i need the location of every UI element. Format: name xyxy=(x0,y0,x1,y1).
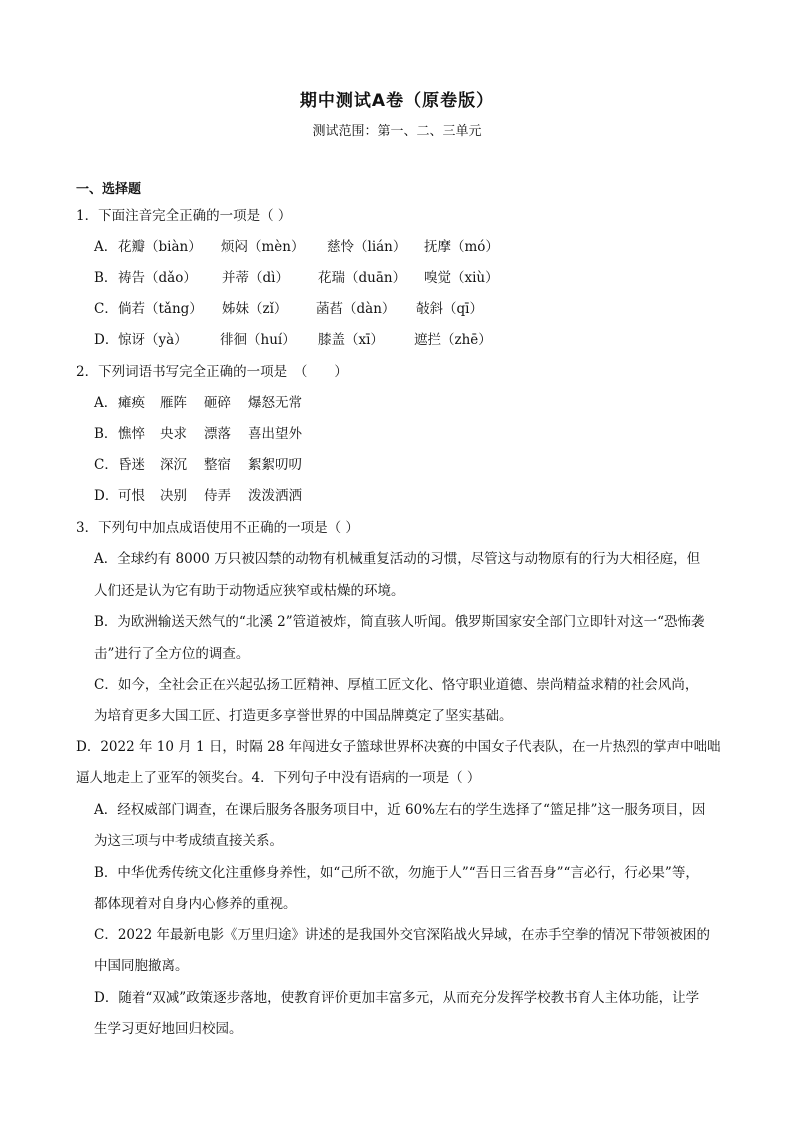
option-label: B． xyxy=(94,426,118,442)
option-item: 絮絮叨叨 xyxy=(248,457,302,473)
q4-option-d-line2: 生学习更好地回归校园。 xyxy=(94,1021,243,1037)
option-item: 漂落 xyxy=(204,426,231,442)
option-item: 深沉 xyxy=(160,457,187,473)
option-item: 整宿 xyxy=(204,457,231,473)
option-label: A． xyxy=(94,239,118,255)
option-item: 决别 xyxy=(160,488,187,504)
question-3-stem: 3．下列句中加点成语使用不正确的一项是（ ） xyxy=(76,520,359,536)
option-item: 可恨 xyxy=(118,488,145,504)
q2-option-d xyxy=(94,487,714,505)
q2-option-b xyxy=(94,425,714,443)
q4-option-c-line1: C．2022 年最新电影《万里归途》讲述的是我国外交官深陷战火异域，在赤手空拳的情况下带领被困的 xyxy=(94,927,710,943)
q4-option-a-line1: A．经权威部门调查，在课后服务各服务项目中，近 60%左右的学生选择了“篮足排”这一服务项目，因 xyxy=(94,802,706,818)
q3-option-d-line2 xyxy=(76,769,480,787)
q1-option-c xyxy=(94,300,714,318)
option-label: D． xyxy=(94,332,119,348)
q2-option-a xyxy=(94,394,714,412)
option-item: 慈怜（lián） xyxy=(327,239,407,255)
q1-option-a xyxy=(94,238,714,256)
q4-option-b-line1: B．中华优秀传统文化注重修身养性，如“己所不欲，勿施于人”“吾日三省吾身”“言必行，行必果”等， xyxy=(94,865,699,881)
q3-option-c-line1: C．如今，全社会正在兴起弘扬工匠精神、厚植工匠文化、恪守职业道德、崇尚精益求精的社会风尚， xyxy=(94,677,699,693)
option-item: 侍弄 xyxy=(204,488,231,504)
option-item: 敧斜（qī） xyxy=(416,301,483,317)
question-4-stem: 4．下列句子中没有语病的一项是（ ） xyxy=(251,770,481,786)
option-item: 菡萏（dàn） xyxy=(316,301,396,317)
option-item: 花瓣（biàn） xyxy=(118,239,202,255)
option-label: D． xyxy=(94,488,119,504)
option-label: C． xyxy=(94,301,118,317)
question-2-stem: 2．下列词语书写完全正确的一项是 （ ） xyxy=(76,364,348,380)
option-item: 抚摩（mó） xyxy=(424,239,499,255)
option-item: 膝盖（xī） xyxy=(318,332,384,348)
option-item: 花瑞（duān） xyxy=(318,270,407,286)
option-item: 爆怒无常 xyxy=(248,395,302,411)
option-item: 并蒂（dì） xyxy=(222,270,289,286)
option-item: 昏迷 xyxy=(118,457,145,473)
q1-option-b xyxy=(94,269,714,287)
option-item: 泼泼洒洒 xyxy=(248,488,302,504)
option-item: 烦闷（mèn） xyxy=(221,239,305,255)
question-1-stem: 1．下面注音完全正确的一项是（ ） xyxy=(76,208,292,224)
q3-option-a-line1: A．全球约有 8000 万只被囚禁的动物有机械重复活动的习惯，尽管这与动物原有的行为大相径庭，但 xyxy=(94,551,701,567)
section-heading: 一、选择题 xyxy=(76,182,142,197)
option-label: A． xyxy=(94,395,118,411)
q3-option-b-line1: B．为欧洲输送天然气的“北溪 2”管道被炸，简直骇人听闻。俄罗斯国家安全部门立即针对这一“恐怖袭 xyxy=(94,614,705,630)
option-item: 遮拦（zhē） xyxy=(414,332,492,348)
q3-option-d-line1: D．2022 年 10 月 1 日，时隔 28 年闯进女子篮球世界杯决赛的中国女子代表队，在一片热烈的掌声中咄咄 xyxy=(76,739,721,755)
q3-option-a-line2: 人们还是认为它有助于动物适应狭窄或枯燥的环境。 xyxy=(94,583,405,599)
q4-option-d-line1: D．随着“双减”政策逐步落地，使教育评价更加丰富多元，从而充分发挥学校教书育人主体功能，让学 xyxy=(94,990,700,1006)
q4-option-c-line2: 中国同胞撤离。 xyxy=(94,958,189,974)
option-item: 倘若（tǎng） xyxy=(118,301,203,317)
q4-option-b-line2: 都体现着对自身内心修养的重视。 xyxy=(94,896,297,912)
option-label: B． xyxy=(94,270,118,286)
option-item: 瘫痪 xyxy=(118,395,145,411)
option-item: 惊讶（yà） xyxy=(118,332,188,348)
option-item: 喜出望外 xyxy=(248,426,302,442)
option-item: 砸碎 xyxy=(204,395,231,411)
option-item: 徘徊（huí） xyxy=(220,332,296,348)
option-item: 祷告（dǎo） xyxy=(118,270,197,286)
option-item: 姊妹（zǐ） xyxy=(222,301,288,317)
q1-option-d xyxy=(94,331,714,349)
q3-option-b-line2: 击”进行了全方位的调查。 xyxy=(94,646,250,662)
option-item: 央求 xyxy=(160,426,187,442)
option-label: C． xyxy=(94,457,118,473)
page-title: 期中测试A卷（原卷版） xyxy=(299,91,495,111)
q4-option-a-line2: 为这三项与中考成绩直接关系。 xyxy=(94,833,283,849)
q3-option-d-text: 逼人地走上了亚军的领奖台。 xyxy=(76,770,252,786)
option-item: 憔悴 xyxy=(118,426,145,442)
q3-option-c-line2: 为培育更多大国工匠、打造更多享誉世界的中国品牌奠定了坚实基础。 xyxy=(94,708,513,724)
option-item: 雁阵 xyxy=(160,395,187,411)
option-item: 嗅觉（xiù） xyxy=(424,270,499,286)
page-subtitle: 测试范围：第一、二、三单元 xyxy=(312,124,482,139)
q2-option-c xyxy=(94,456,714,474)
